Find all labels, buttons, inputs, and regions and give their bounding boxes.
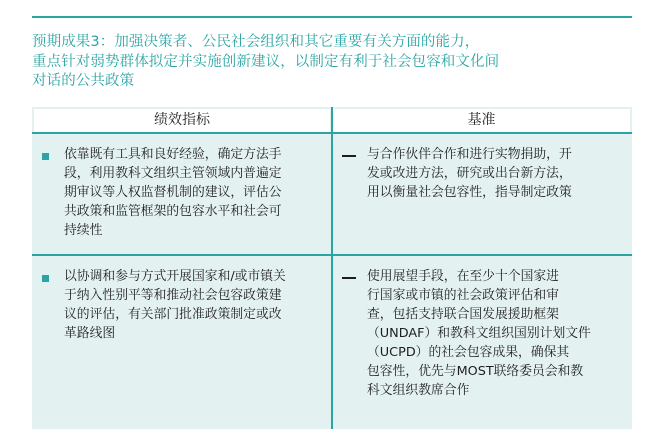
bullet-icon [42,153,49,160]
cell-line: 共政策和监管框架的包容水平和社会可 [64,204,282,219]
cell-line: 科文组织教席合作 [367,383,470,398]
cell-line: 段，利用教科文组织主管领域内普遍定 [64,166,282,181]
heading-line: 对话的公共政策 [32,73,135,89]
cell-line: （UCPD）的社会包容成果，确保其 [367,345,570,360]
cell-line: 以协调和参与方式开展国家和/或市镇关 [64,269,286,284]
cell-line: 革路线图 [64,326,116,341]
table-row-2-benchmark [367,267,591,400]
column-header-indicators: 绩效指标 [34,109,330,132]
table-row-1-indicator [64,145,282,240]
cell-line: 查，包括支持联合国发展援助框架 [367,307,559,322]
cell-line: 发或改进方法，研究或出台新方法， [367,166,572,181]
cell-line: 议的评估，有关部门批准政策制定或改 [64,307,282,322]
cell-line: 持续性 [64,223,103,238]
expected-result-heading [32,33,592,92]
heading-line: 预期成果3：加强决策者、公民社会组织和其它重要有关方面的能力， [32,34,480,50]
heading-line: 重点针对弱势群体拟定并实施创新建议，以制定有利于社会包容和文化间 [32,53,500,70]
cell-line: 包容性，优先与MOST联络委员会和教 [367,364,584,379]
table-row-2-indicator [64,267,286,343]
column-header-benchmarks: 基准 [333,109,630,132]
cell-line: 依靠既有工具和良好经验，确定方法手 [64,147,282,162]
bullet-icon [42,275,49,282]
cell-line: （UNDAF）和教科文组织国别计划文件 [367,326,591,341]
cell-line: 于纳入性别平等和推动社会包容政策建 [64,288,282,303]
header-divider [32,132,632,134]
cell-line: 行国家或市镇的社会政策评估和审 [367,288,559,303]
cell-line: 用以衡量社会包容性，指导制定政策 [367,185,572,200]
cell-line: 使用展望手段，在至少十个国家进 [367,269,559,284]
top-rule [32,16,632,18]
cell-line: 期审议等人权监督机制的建议，评估公 [64,185,282,200]
dash-icon [342,155,356,157]
dash-icon [342,277,356,279]
indicator-table [32,107,632,429]
table-row-1-benchmark [367,145,572,202]
cell-line: 与合作伙伴合作和进行实物捐助，开 [367,147,572,162]
row-divider [32,254,632,256]
column-divider [331,107,333,429]
